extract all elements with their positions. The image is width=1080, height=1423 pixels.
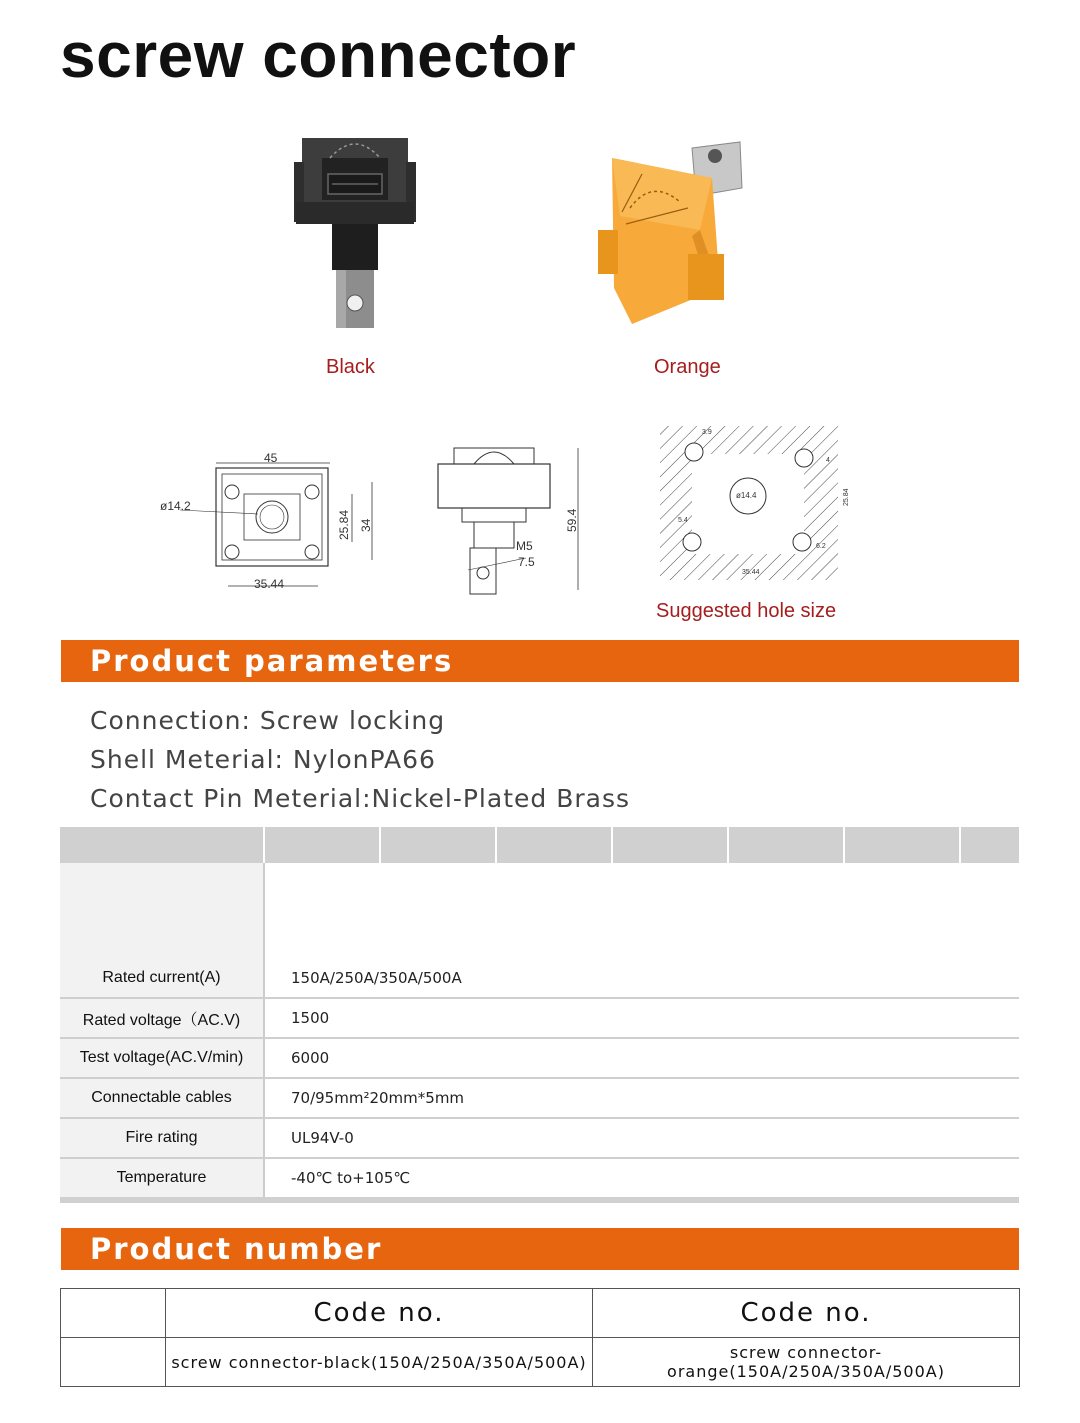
dim-a-label: 3.9 — [702, 429, 712, 436]
spec-table-bottom-bar — [60, 1197, 1019, 1203]
black-caption: Black — [326, 356, 375, 378]
spec-value: 6000 — [264, 1038, 1019, 1078]
code-row — [61, 1338, 1020, 1387]
param-shell-material: Shell Meterial: NylonPA66 — [90, 745, 436, 774]
dim-f-label: 6.2 — [816, 543, 826, 550]
dim-e-label: 4 — [826, 457, 830, 464]
front-view-drawing — [158, 448, 380, 596]
spec-row — [60, 1078, 1019, 1118]
spec-row — [60, 998, 1019, 1038]
code-orange: screw connector-orange(150A/250A/350A/500A) — [593, 1338, 1020, 1387]
spec-blank-row — [60, 863, 1019, 959]
spec-value: 1500 — [264, 998, 1019, 1038]
dim-total-height-label: 59.4 — [565, 508, 579, 532]
dim-hole-label: ø14.2 — [160, 499, 191, 513]
side-view-drawing — [432, 440, 592, 598]
spec-label: Test voltage(AC.V/min) — [60, 1038, 264, 1078]
spec-header-row — [60, 827, 1019, 863]
dim-pitch-label: 35.44 — [254, 577, 285, 591]
hole-size-caption: Suggested hole size — [656, 600, 837, 622]
code-black: screw connector-black(150A/250A/350A/500A) — [166, 1338, 593, 1387]
spec-table — [60, 827, 1019, 1197]
spec-row — [60, 1038, 1019, 1078]
code-header: Code no. — [166, 1289, 593, 1338]
hole-plan-drawing — [656, 424, 856, 586]
dim-height-label: 34 — [359, 518, 373, 532]
dim-depth-label: 7.5 — [518, 555, 535, 569]
spec-value: -40℃ to+105℃ — [291, 1169, 411, 1187]
code-header: Code no. — [593, 1289, 1020, 1338]
spec-label: Fire rating — [60, 1118, 264, 1158]
product-number-title: Product number — [90, 1232, 383, 1266]
code-header-row — [61, 1289, 1020, 1338]
product-parameters-banner — [61, 640, 1019, 682]
dim-thread-label: M5 — [516, 539, 533, 553]
page-title: screw connector — [60, 19, 577, 91]
orange-caption: Orange — [654, 356, 721, 378]
param-pin-material: Contact Pin Meterial:Nickel-Plated Brass — [90, 784, 630, 813]
product-parameters-title: Product parameters — [90, 644, 454, 678]
spec-value: 70/95mm²20mm*5mm — [264, 1078, 1019, 1118]
spec-row — [60, 1158, 1019, 1197]
spec-row — [60, 1118, 1019, 1158]
product-number-table — [60, 1288, 1020, 1387]
dim-hole-dia-label: ø14.4 — [736, 491, 757, 500]
spec-row — [60, 959, 1019, 998]
param-connection: Connection: Screw locking — [90, 706, 446, 735]
dim-width-label: 45 — [264, 451, 278, 465]
spec-label: Rated voltage（AC.V) — [60, 998, 264, 1038]
spec-label: Connectable cables — [60, 1078, 264, 1118]
spec-value: 150A/250A/350A/500A — [264, 959, 1019, 998]
black-connector-image — [290, 132, 420, 332]
dim-c-label: 35.44 — [742, 569, 760, 576]
spec-label: Rated current(A) — [60, 959, 264, 998]
dim-d-label: 5.4 — [678, 517, 688, 524]
spec-value: UL94V-0 — [264, 1118, 1019, 1158]
orange-connector-image — [592, 138, 752, 334]
spec-label: Temperature — [60, 1158, 264, 1197]
product-number-banner — [61, 1228, 1019, 1270]
dim-b-label: 25.84 — [843, 488, 850, 506]
dim-pitch-v-label: 25.84 — [337, 509, 351, 540]
